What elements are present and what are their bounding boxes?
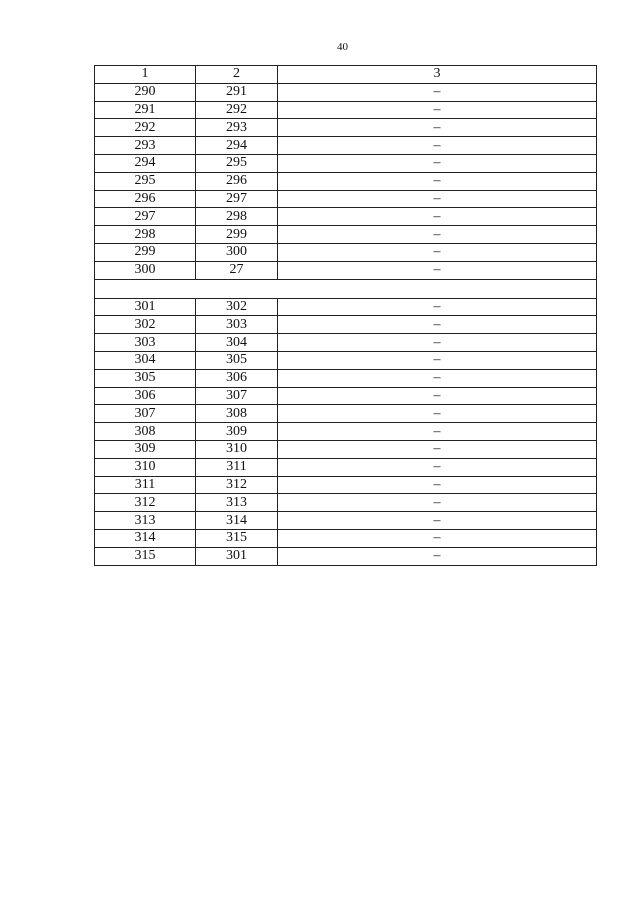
table-cell-col-3: –	[278, 261, 597, 279]
table-cell-col-1: 313	[95, 512, 196, 530]
table-header-row	[95, 66, 597, 84]
table-cell-col-2: 313	[196, 494, 278, 512]
table-cell-col-1: 294	[95, 154, 196, 172]
table-row	[95, 476, 597, 494]
table-cell-col-1: 311	[95, 476, 196, 494]
table-cell-col-1: 302	[95, 316, 196, 334]
table-cell-col-2: 314	[196, 512, 278, 530]
table-cell-col-2: 310	[196, 440, 278, 458]
table-cell-col-3: –	[278, 316, 597, 334]
table-cell-col-2: 291	[196, 83, 278, 101]
table-cell-col-3: –	[278, 334, 597, 352]
table-cell-col-1: 303	[95, 334, 196, 352]
table-row	[95, 137, 597, 155]
table-row	[95, 351, 597, 369]
table-cell-col-1: 307	[95, 405, 196, 423]
page-number: 40	[337, 41, 348, 53]
table-row	[95, 512, 597, 530]
table-row	[95, 369, 597, 387]
table-cell-col-2: 292	[196, 101, 278, 119]
table-cell-col-1: 295	[95, 172, 196, 190]
table-cell-col-2: 311	[196, 458, 278, 476]
table-row	[95, 101, 597, 119]
table-cell-col-3: –	[278, 137, 597, 155]
table-cell-col-3: –	[278, 494, 597, 512]
table-cell-col-3: –	[278, 369, 597, 387]
table-cell-col-2: 307	[196, 387, 278, 405]
table-cell-col-3: –	[278, 172, 597, 190]
table-cell-col-1: 297	[95, 208, 196, 226]
section-separator-row	[95, 279, 597, 298]
table-row	[95, 226, 597, 244]
table-cell-col-2: 301	[196, 547, 278, 565]
table-cell-col-3: –	[278, 512, 597, 530]
table-cell-col-3: –	[278, 423, 597, 441]
table-cell-col-3: –	[278, 529, 597, 547]
table-cell-col-3: –	[278, 243, 597, 261]
table-row	[95, 172, 597, 190]
table-cell-col-2: 315	[196, 529, 278, 547]
table-cell-col-2: 298	[196, 208, 278, 226]
table-cell-col-1: 308	[95, 423, 196, 441]
table-row	[95, 440, 597, 458]
table-cell-col-1: 312	[95, 494, 196, 512]
table-body	[95, 66, 597, 566]
table-cell-col-2: 304	[196, 334, 278, 352]
table-cell-col-2: 305	[196, 351, 278, 369]
table-cell-col-1: 306	[95, 387, 196, 405]
table-cell-col-2: 303	[196, 316, 278, 334]
table-cell-col-1: 293	[95, 137, 196, 155]
table-cell-col-1: 305	[95, 369, 196, 387]
table-cell-col-2: 308	[196, 405, 278, 423]
table-cell-col-3: –	[278, 547, 597, 565]
table-cell-col-1: 299	[95, 243, 196, 261]
table-row	[95, 494, 597, 512]
table-row	[95, 387, 597, 405]
column-header-2: 2	[196, 66, 278, 84]
table-row	[95, 261, 597, 279]
table-cell-col-1: 292	[95, 119, 196, 137]
table-cell-col-2: 306	[196, 369, 278, 387]
table-row	[95, 243, 597, 261]
table-cell-col-3: –	[278, 154, 597, 172]
table-cell-col-3: –	[278, 458, 597, 476]
table-row	[95, 316, 597, 334]
table-cell-col-1: 300	[95, 261, 196, 279]
table-cell-col-3: –	[278, 405, 597, 423]
data-table	[94, 65, 597, 566]
table-cell-col-1: 315	[95, 547, 196, 565]
table-row	[95, 298, 597, 316]
table-row	[95, 83, 597, 101]
table-cell-col-1: 290	[95, 83, 196, 101]
table-cell-col-1: 304	[95, 351, 196, 369]
table-cell-col-3: –	[278, 298, 597, 316]
table-row	[95, 208, 597, 226]
table-row	[95, 458, 597, 476]
table-cell-col-2: 295	[196, 154, 278, 172]
table-cell-col-2: 27	[196, 261, 278, 279]
table-cell-col-2: 309	[196, 423, 278, 441]
table-row	[95, 529, 597, 547]
table-cell-col-1: 301	[95, 298, 196, 316]
table-cell-col-1: 291	[95, 101, 196, 119]
table-cell-col-1: 296	[95, 190, 196, 208]
table-cell-col-2: 293	[196, 119, 278, 137]
table-cell-col-2: 296	[196, 172, 278, 190]
table-cell-col-3: –	[278, 476, 597, 494]
table-row	[95, 119, 597, 137]
column-header-1: 1	[95, 66, 196, 84]
table-cell-col-2: 297	[196, 190, 278, 208]
table-cell-col-3: –	[278, 351, 597, 369]
section-separator-cell	[95, 279, 597, 298]
table-cell-col-3: –	[278, 119, 597, 137]
table-cell-col-3: –	[278, 440, 597, 458]
table-cell-col-3: –	[278, 387, 597, 405]
table-cell-col-3: –	[278, 190, 597, 208]
table-row	[95, 405, 597, 423]
table-row	[95, 547, 597, 565]
table-row	[95, 423, 597, 441]
table-cell-col-2: 299	[196, 226, 278, 244]
table-cell-col-3: –	[278, 101, 597, 119]
table-cell-col-1: 310	[95, 458, 196, 476]
table-cell-col-3: –	[278, 83, 597, 101]
table-cell-col-1: 314	[95, 529, 196, 547]
table-row	[95, 334, 597, 352]
table-row	[95, 154, 597, 172]
table-cell-col-2: 302	[196, 298, 278, 316]
table-cell-col-1: 298	[95, 226, 196, 244]
table-cell-col-3: –	[278, 226, 597, 244]
column-header-3: 3	[278, 66, 597, 84]
table-cell-col-2: 300	[196, 243, 278, 261]
table-cell-col-3: –	[278, 208, 597, 226]
table-cell-col-2: 294	[196, 137, 278, 155]
table-row	[95, 190, 597, 208]
table-cell-col-2: 312	[196, 476, 278, 494]
table-cell-col-1: 309	[95, 440, 196, 458]
